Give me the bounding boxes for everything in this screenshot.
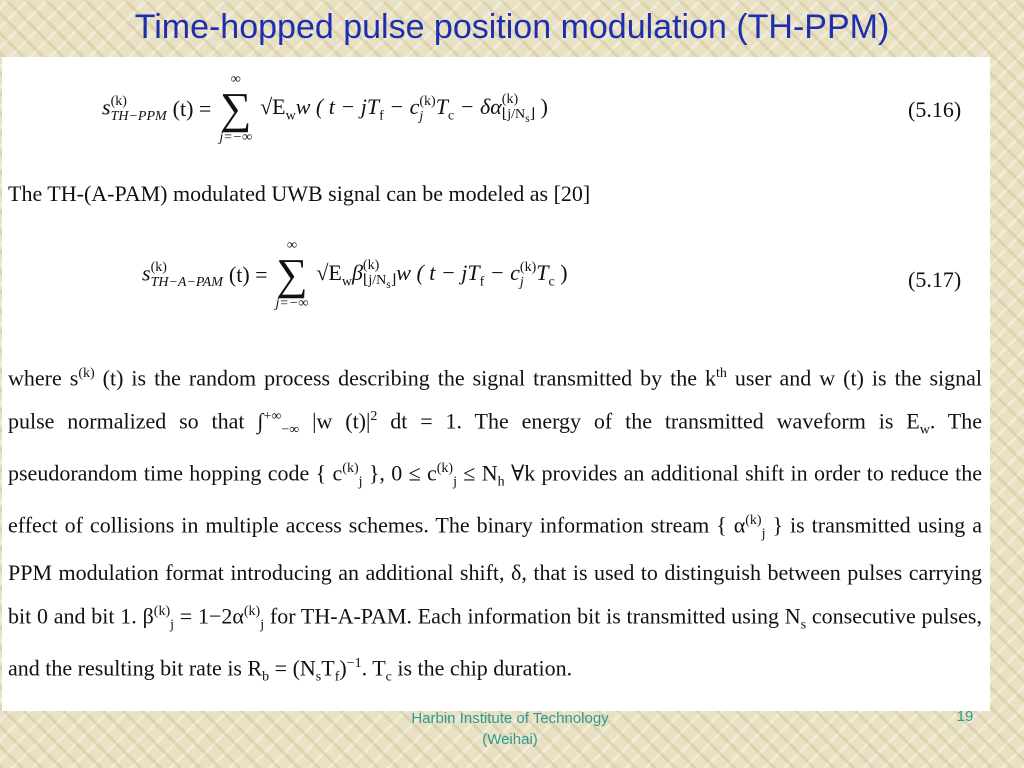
eq517-lhs: s (k) TH−A−PAM [142, 259, 223, 290]
eq517-lhs-arg: (t) = [228, 262, 268, 287]
equation-number-5-17: (5.17) [908, 267, 962, 292]
equation-number-5-16: (5.16) [908, 97, 962, 122]
eq517-body: $√E_w\beta$ (k) $⌊j/N_s⌋$ w ( $t - jT_f - c$ (k) j $T_c$ ) [316, 257, 568, 292]
eq516-lhs: s (k) TH−PPM [102, 93, 167, 124]
page-number: 19 [956, 708, 974, 725]
footer-institution-line1: Harbin Institute of Technology [411, 710, 609, 727]
lead-sentence: The TH-(A-PAM) modulated UWB signal can be modeled as [20] [8, 181, 591, 206]
footer-institution-line2: (Weihai) [482, 731, 538, 748]
eq516-lhs-arg: (t) = [172, 96, 212, 121]
slide-title: Time-hopped pulse position modulation (TH-PPM) [134, 8, 890, 46]
eq516-summation: ∞ ∑ j=−∞ [219, 72, 253, 145]
equation-5-17 [142, 239, 568, 311]
footer-institution [360, 708, 660, 750]
eq516-body: $√E_ww$ ( $t - jT_f - c$ (k) j $T_c - \delta\alpha$ (k) $⌊j/N_s⌋$ ) [260, 91, 548, 126]
eq517-summation: ∞ ∑ j=−∞ [275, 238, 309, 311]
equation-5-16 [102, 73, 548, 145]
body-paragraph: where $s^{(k)}$ (t) is the random process describing the signal transmitted by the $k^{th}$ user and w (t) is the signal pulse normalized so that $\int^{+\infty}_{-\infty}$ |w $(t)|^2$ dt = 1. The energy of the transmitted waveform is $E_w$. The pseudorandom time hopping code { $c^{(k)}_j$ }, $0 \le c^{(k)}_j \le N_h$ ∀k provides an additional shift in order to reduce the effect of collisions in multiple access schemes. The binary information stream { $\alpha^{(k)}_j$ } is transmitted using a PPM modulation format introducing an additional shift, δ, that is used to distinguish between pulses carrying bit 0 and bit 1. $\beta^{(k)}_j = 1-2\alpha^{(k)}_j$ for TH-A-PAM. Each information bit is transmitted using $N_s$ consecutive pulses, and the resulting bit rate is $R_b = (N_sT_f)^{-1}$. $T_c$ is the chip duration. [8, 365, 983, 685]
content-image-area [2, 57, 990, 711]
